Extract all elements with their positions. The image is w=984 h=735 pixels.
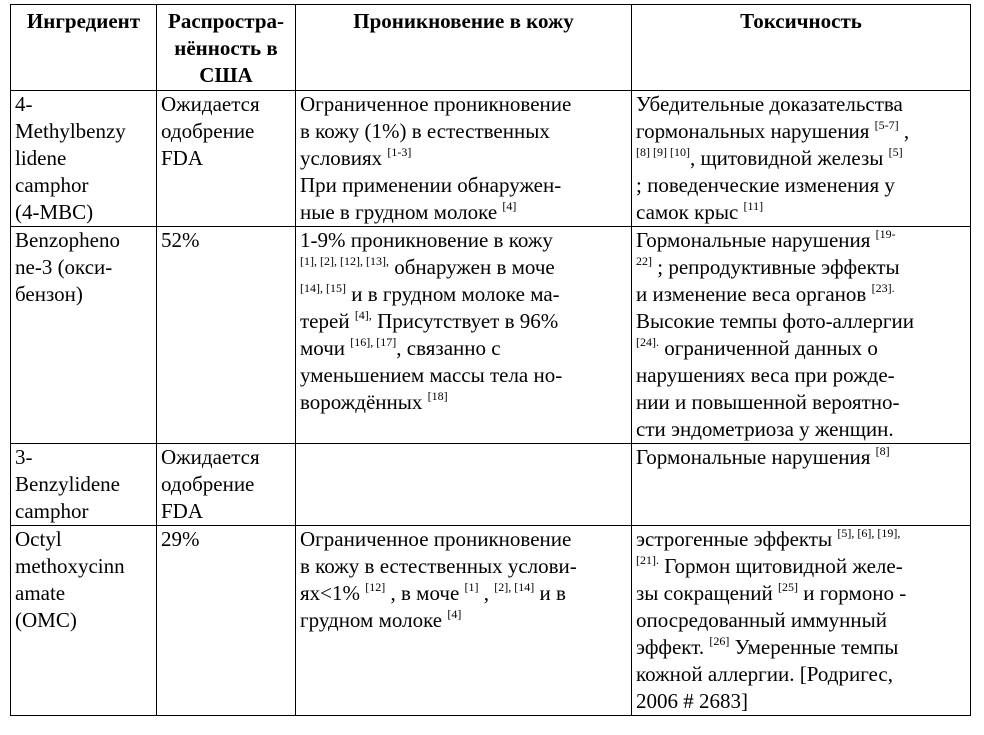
citation-ref: [24]. bbox=[636, 335, 659, 349]
citation-ref: [5], [6], [19], bbox=[837, 526, 901, 540]
text-run: и в грудном молоке ма- bbox=[345, 282, 560, 306]
cell-prevalence bbox=[157, 526, 296, 716]
citation-ref: [23]. bbox=[871, 281, 895, 295]
text-run: в кожу в естественных услови- bbox=[300, 554, 577, 578]
cell-line: camphor bbox=[15, 499, 89, 523]
cell-line bbox=[300, 227, 627, 254]
text-run: условиях bbox=[300, 146, 388, 170]
header-penetration: Проникновение в кожу bbox=[296, 5, 632, 91]
cell-toxicity bbox=[632, 526, 971, 716]
cell-line bbox=[636, 172, 966, 199]
cell-line: lidene bbox=[15, 146, 67, 170]
cell-line bbox=[300, 281, 627, 308]
text-run: Высокие темпы фото-аллергии bbox=[636, 309, 914, 333]
cell-penetration bbox=[296, 526, 632, 716]
text-run: , bbox=[898, 119, 910, 143]
cell-line bbox=[636, 607, 966, 634]
cell-line bbox=[300, 580, 627, 607]
citation-ref: 22] bbox=[636, 254, 652, 268]
cell-line: Ожидается bbox=[161, 92, 260, 116]
citation-ref: [5-7] bbox=[874, 118, 899, 132]
cell-line bbox=[300, 118, 627, 145]
header-ingredient: Ингредиент bbox=[11, 5, 157, 91]
text-run: самок крыс bbox=[636, 200, 744, 224]
cell-line: FDA bbox=[161, 499, 204, 523]
cell-penetration bbox=[296, 444, 632, 526]
cell-prevalence bbox=[157, 227, 296, 444]
citation-ref: [26] bbox=[709, 634, 730, 648]
text-run: мочи bbox=[300, 336, 351, 360]
text-run: , в моче bbox=[385, 581, 465, 605]
cell-line: Benzopheno bbox=[15, 228, 120, 252]
cell-line bbox=[300, 254, 627, 281]
table-row bbox=[11, 227, 971, 444]
text-run: ; поведенческие изменения у bbox=[636, 173, 895, 197]
cell-line bbox=[636, 389, 966, 416]
citation-ref: [8] bbox=[875, 444, 890, 458]
cell-line bbox=[300, 145, 627, 172]
text-run: Убедительные доказательства bbox=[636, 92, 903, 116]
citation-ref: [1] bbox=[464, 580, 479, 594]
cell-line: 4- bbox=[15, 92, 33, 116]
citation-ref: [25] bbox=[777, 580, 798, 594]
text-run: Ограниченное проникновение bbox=[300, 92, 572, 116]
cell-line bbox=[300, 199, 627, 226]
text-run: 2006 # 2683] bbox=[636, 689, 748, 713]
cell-penetration bbox=[296, 227, 632, 444]
cell-line bbox=[300, 607, 627, 634]
citation-ref: [16], [17] bbox=[350, 335, 397, 349]
cell-line: 29% bbox=[161, 527, 200, 551]
cell-line bbox=[300, 172, 627, 199]
text-run: Ограниченное проникновение bbox=[300, 527, 572, 551]
text-run: Умеренные темпы bbox=[729, 635, 899, 659]
cell-line: Ожидается bbox=[161, 445, 260, 469]
text-run: грудном молоке bbox=[300, 608, 448, 632]
cell-toxicity bbox=[632, 227, 971, 444]
cell-line bbox=[300, 362, 627, 389]
cell-toxicity bbox=[632, 444, 971, 526]
cell-line: Benzylidene bbox=[15, 472, 120, 496]
cell-line bbox=[636, 308, 966, 335]
cell-line bbox=[636, 199, 966, 226]
cell-line bbox=[636, 281, 966, 308]
text-run: кожной аллергии. [Родригес, bbox=[636, 662, 893, 686]
cell-prevalence bbox=[157, 444, 296, 526]
table-row bbox=[11, 91, 971, 227]
text-run: ях<1% bbox=[300, 581, 366, 605]
cell-line bbox=[636, 254, 966, 281]
citation-ref: [4] bbox=[447, 607, 462, 621]
cell-line bbox=[636, 335, 966, 362]
cell-line bbox=[636, 362, 966, 389]
citation-ref: [4], bbox=[354, 308, 372, 322]
text-run: Гормональные нарушения bbox=[636, 228, 876, 252]
citation-ref: [12] bbox=[365, 580, 386, 594]
cell-line: (4-MBC) bbox=[15, 200, 94, 224]
text-run: 1-9% проникновение в кожу bbox=[300, 228, 553, 252]
citation-ref: [8] [9] [10] bbox=[636, 145, 690, 159]
cell-line bbox=[300, 308, 627, 335]
text-run: опосредованный иммунный bbox=[636, 608, 887, 632]
text-run: гормональных нарушения bbox=[636, 119, 875, 143]
text-run: Гормон щитовидной желе- bbox=[659, 554, 903, 578]
text-run: Гормональные нарушения bbox=[636, 445, 876, 469]
cell-penetration bbox=[296, 91, 632, 227]
cell-line bbox=[636, 526, 966, 553]
cell-line bbox=[636, 145, 966, 172]
cell-line bbox=[636, 553, 966, 580]
text-run: ворождённых bbox=[300, 390, 428, 414]
cell-line: Octyl bbox=[15, 527, 62, 551]
citation-ref: [11] bbox=[743, 199, 764, 213]
cell-ingredient bbox=[11, 227, 157, 444]
cell-line: одобрение bbox=[161, 472, 255, 496]
text-run: зы сокращений bbox=[636, 581, 778, 605]
text-run: и гормоно - bbox=[797, 581, 907, 605]
cell-line bbox=[636, 118, 966, 145]
cell-toxicity bbox=[632, 91, 971, 227]
text-run: эффект. bbox=[636, 635, 710, 659]
cell-line bbox=[636, 661, 966, 688]
cell-line bbox=[636, 444, 966, 471]
table-row bbox=[11, 526, 971, 716]
cell-line bbox=[300, 389, 627, 416]
text-run: и в bbox=[534, 581, 566, 605]
text-run: уменьшением массы тела но- bbox=[300, 363, 563, 387]
cell-ingredient bbox=[11, 526, 157, 716]
cell-line: amate bbox=[15, 581, 66, 605]
text-run: ; репродуктивные эффекты bbox=[652, 255, 900, 279]
text-run: эстрогенные эффекты bbox=[636, 527, 838, 551]
text-run: нарушениях веса при рожде- bbox=[636, 363, 895, 387]
citation-ref: [1-3] bbox=[387, 145, 412, 159]
citation-ref: [21]. bbox=[636, 553, 659, 567]
text-run: , щитовидной железы bbox=[689, 146, 889, 170]
cell-prevalence bbox=[157, 91, 296, 227]
citation-ref: [1], [2], [12], [13], bbox=[300, 254, 389, 268]
cell-line bbox=[300, 553, 627, 580]
cell-line bbox=[636, 91, 966, 118]
cell-line bbox=[300, 526, 627, 553]
cell-line bbox=[636, 580, 966, 607]
cell-line: FDA bbox=[161, 146, 204, 170]
cell-line: camphor bbox=[15, 173, 89, 197]
cell-line: ne-3 (окси- bbox=[15, 255, 113, 279]
cell-line: бензон) bbox=[15, 282, 83, 306]
text-run: , связанно с bbox=[396, 336, 501, 360]
citation-ref: [19- bbox=[875, 227, 896, 241]
cell-line bbox=[300, 91, 627, 118]
text-run: нии и повышенной вероятно- bbox=[636, 390, 900, 414]
cell-line: 3- bbox=[15, 445, 33, 469]
text-run: ограниченной данных о bbox=[659, 336, 878, 360]
cell-line bbox=[636, 688, 966, 715]
cell-line bbox=[300, 335, 627, 362]
text-run: обнаружен в моче bbox=[388, 255, 555, 279]
citation-ref: [18] bbox=[427, 389, 448, 403]
ingredients-table bbox=[10, 4, 971, 716]
text-run: Присутствует в 96% bbox=[371, 309, 559, 333]
cell-line: methoxycinn bbox=[15, 554, 125, 578]
header-row bbox=[11, 5, 971, 91]
cell-line: Methylbenzy bbox=[15, 119, 126, 143]
cell-line: одобрение bbox=[161, 119, 255, 143]
text-run: ные в грудном молоке bbox=[300, 200, 503, 224]
table-row bbox=[11, 444, 971, 526]
citation-ref: [14], [15] bbox=[300, 281, 346, 295]
cell-ingredient bbox=[11, 444, 157, 526]
text-run: , bbox=[478, 581, 495, 605]
cell-line bbox=[636, 416, 966, 443]
cell-line: (OMC) bbox=[15, 608, 77, 632]
text-run: терей bbox=[300, 309, 355, 333]
text-run: в кожу (1%) в естественных bbox=[300, 119, 550, 143]
text-run: и изменение веса органов bbox=[636, 282, 872, 306]
cell-line: 52% bbox=[161, 228, 200, 252]
citation-ref: [2], [14] bbox=[494, 580, 535, 594]
cell-line bbox=[636, 634, 966, 661]
text-run: При применении обнаружен- bbox=[300, 173, 562, 197]
cell-line bbox=[636, 227, 966, 254]
citation-ref: [4] bbox=[502, 199, 517, 213]
citation-ref: [5] bbox=[888, 145, 903, 159]
text-run: сти эндометриоза у женщин. bbox=[636, 417, 894, 441]
header-toxicity: Токсичность bbox=[632, 5, 971, 91]
header-prevalence: Распростра- нённость в США bbox=[157, 5, 296, 91]
cell-ingredient bbox=[11, 91, 157, 227]
